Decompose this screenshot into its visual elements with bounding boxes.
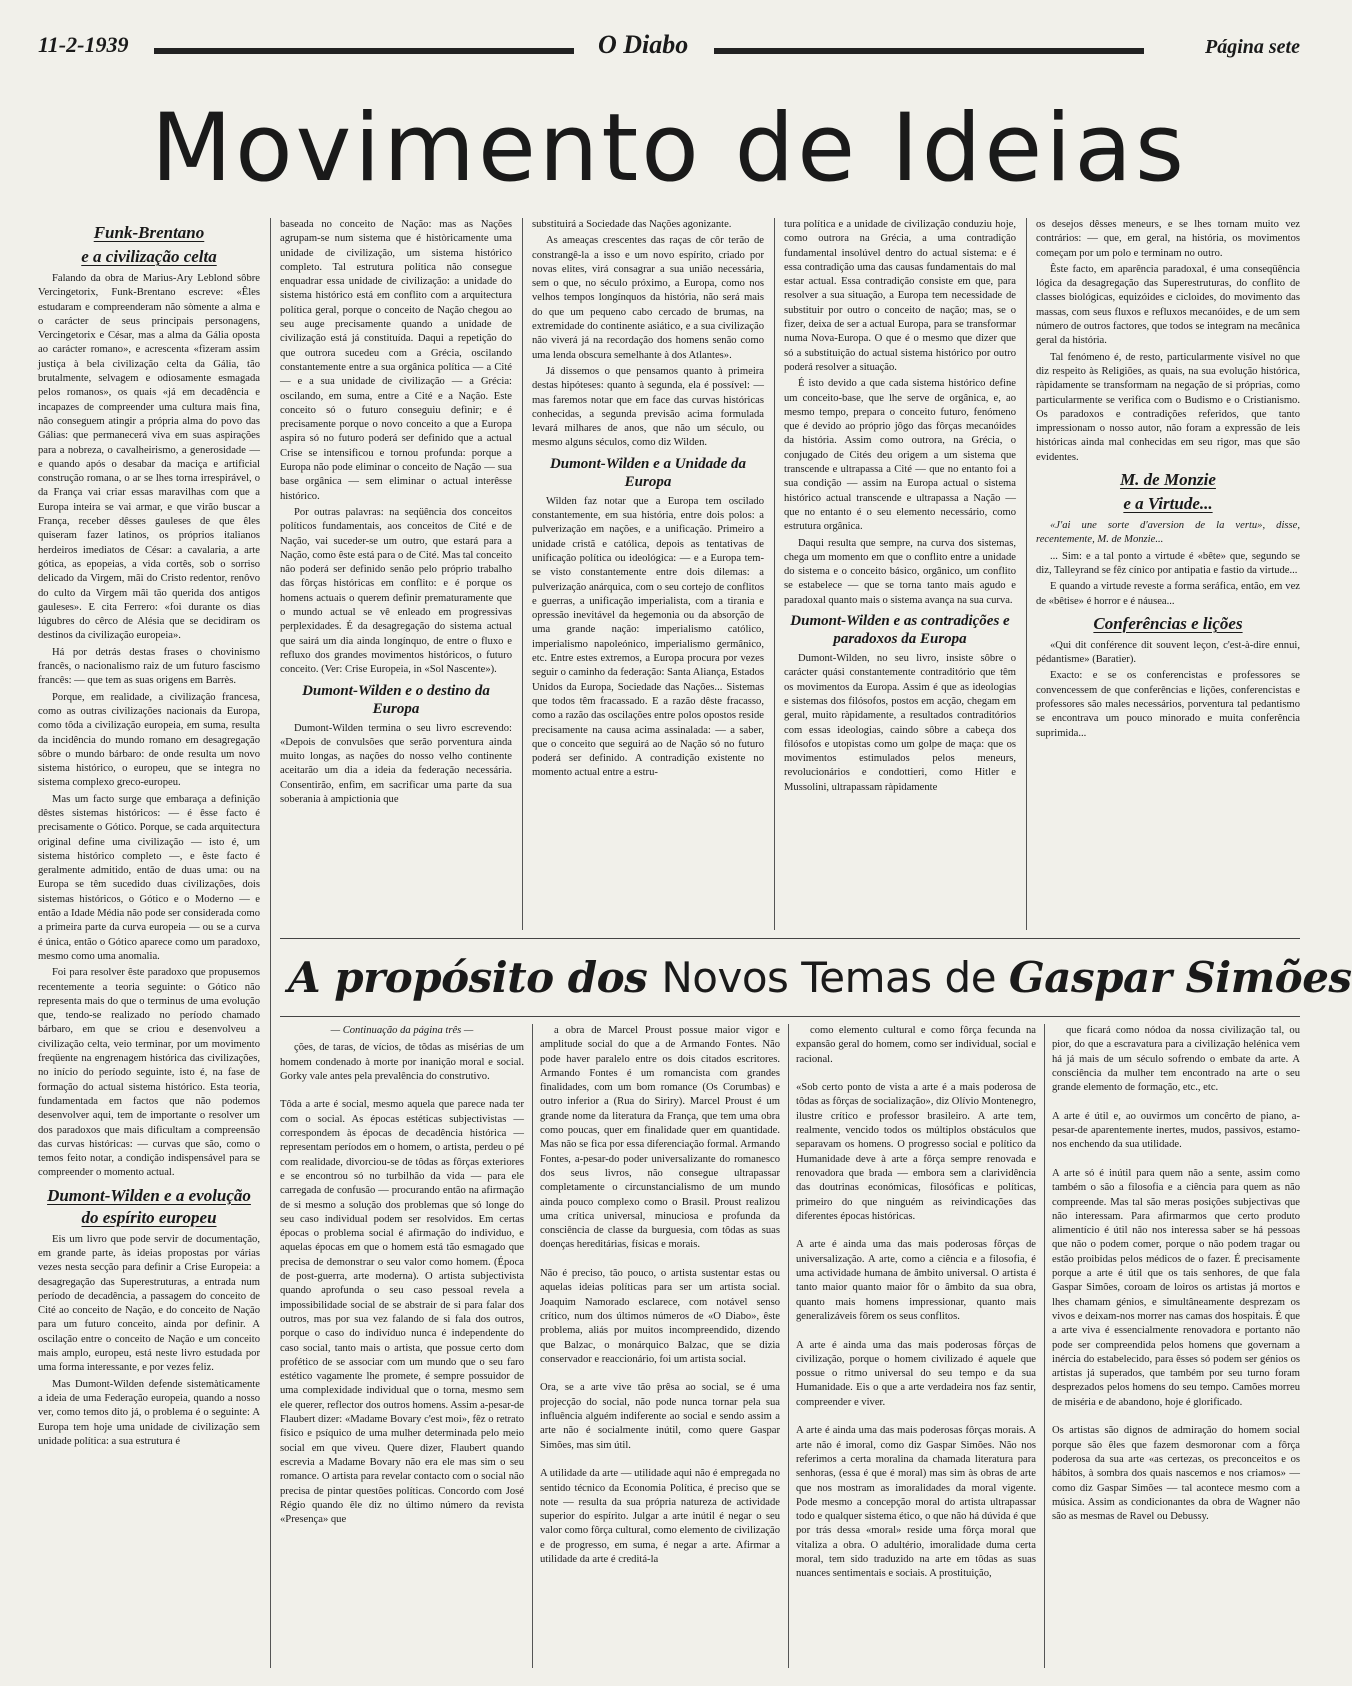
title-part: A propósito dos bbox=[288, 953, 662, 1002]
article-heading: Conferências e lições bbox=[1093, 613, 1243, 633]
section-rule bbox=[280, 938, 1300, 939]
paragraph: como elemento cultural e como fôrça fecunda na expansão geral do homem, como ser individual, social e racional. «Sob certo ponto de vista a arte é a mais poderosa de tôdas as fôrças de socialização», diz Olívio Montenegro, ilustre crítico e professor brasileiro. A arte tem, realmente, vencido todos os múltiplos obstáculos que separavam os homens. O progresso social e político da Humanidade deve à arte a fôrça sempre renovada e renovadora que brada — embora sem a clarividência das doutrinas económicas, filosóficas e políticas, primeiro do que ninguém as reivindicações das diferentes épocas históricas. A arte é ainda uma das mais poderosas fôrças de universalização. A arte, como a ciência e a filosofia, é uma actividade humana de âmbito universal. O artista é tanto maior quanto maior fôr o âmbito da sua obra, quanto mais homens impressionar, quanto mais generalizáveis fôrem os seus conflitos. A arte é ainda uma das mais poderosas fôrças de civilização, porque o homem civilizado é aquele que possue o ritmo universal do seu tempo e da sua Humanidade. Eis o que a arte verdadeira nos faz sentir, compreender e viver. A arte é ainda uma das mais poderosas fôrças morais. A arte não é imoral, como diz Gaspar Simões. Não nos referimos a certa moralina da chamada literatura para senhoras, (essa é que é moral) mas sim às obras de arte que nos mostram as imoralidades da moral vigente. Pode mesmo a concepção moral do artista ultrapassar todo e qualquer sistema ético, o que não há dúvida é que por trás dessa «moral» reside uma fôrça moral que vitaliza a obra. O adultério, imoralidade duma certa moral, tem sido traduzido na arte em tôdas as suas nuances sentimentais e sociais. A prostituição, bbox=[796, 1025, 1036, 1580]
column-2 bbox=[280, 218, 512, 930]
paragraph: Há por detrás destas frases o chovinismo francês, o nacionalismo raiz de um futuro fascismo francês: — que tem as suas origens em Barrès. bbox=[38, 646, 260, 687]
column-rule bbox=[1044, 1024, 1045, 1668]
newspaper-name: O Diabo bbox=[598, 30, 689, 59]
paragraph: As ameaças crescentes das raças de côr terão de constrangê-la a isso e um novo espírito, criado por novas elites, virá consagrar a sua união necessária, sem o que, no século próximo, a Europa, como nos velhos tempos longínquos da história, não será mais do que um pequeno cabo cercado de brumas, na extremidade do continente asiático, e a sua civilização não viverá já na recordação dos homens senão como uma lenda obscura semelhante à dos Atlantes». bbox=[532, 235, 764, 361]
column-3 bbox=[532, 218, 764, 930]
column-rule bbox=[1026, 218, 1027, 930]
column-rule bbox=[532, 1024, 533, 1668]
article-column-2 bbox=[540, 1024, 780, 1668]
running-head bbox=[38, 28, 1300, 68]
issue-date: 11-2-1939 bbox=[38, 32, 129, 57]
paragraph: Wilden faz notar que a Europa tem oscilado constantemente, em sua história, entre dois polos: a pulverização em nações, e a unificação. Primeiro a unidade cristã e católica, depois as tentativas de unificação política ou ideológica: — e a Europa tem-se visto constantemente entre dois dilemas: a pulverização anárquica, com o seu cortejo de conflitos e guerras, a unificação imperialista, com a tirania e opressão inevitável da hegemonia ou da absorção de uma grande nação: imperialismo católico, imperialismo napoleónico, imperialismo germânico, etc. Entre estes extremos, a Europa procura por vezes seguir o caminho da federação: Santa Aliança, Estados Unidos da Europa, Sociedade das Nações... Sistemas que todos têm fracassado. E a razão dêste fracasso, como a razão das oscilações entre polos opostos reside precisamente na causa acima assinalada: — a saber, que o conceito que seguirá ao de Nação só no futuro poderá ser definido. A contradição existente no momento actual entre a estru- bbox=[532, 495, 764, 779]
column-rule bbox=[788, 1024, 789, 1668]
continuation-note: — Continuação da página três — bbox=[330, 1025, 474, 1036]
paragraph: Dumont-Wilden termina o seu livro escrevendo: «Depois de convulsões que serão porventura ainda muito longas, as nações do nosso velho continente aceitarão um dia a ideia da federação necessária. Consentirão, enfim, em sacrificar uma parte da sua soberania à ampictionia que bbox=[280, 722, 512, 805]
paragraph: «Qui dit conférence dit souvent leçon, c'est-à-dire ennui, pédantisme» (Baratier). bbox=[1036, 639, 1300, 666]
article-column-4 bbox=[1052, 1024, 1300, 1668]
section-rule bbox=[280, 1016, 1300, 1017]
article-column-3 bbox=[796, 1024, 1036, 1668]
title-part: Gaspar Simões bbox=[1008, 953, 1352, 1002]
column-5 bbox=[1036, 218, 1300, 930]
paragraph: Eis um livro que pode servir de documentação, em grande parte, às ideias propostas por várias vezes nesta secção para definir a Crise Europeia: a desagregação das Superestruturas, a entrada num período de decadência, a passagem do conceito de Cité ao conceito de Nação, e do conceito de Nação para um futuro conceito, ainda por definir. A oscilação entre o conceito de Nação e um conceito mais amplo, europeu, está neste livro estudada por uma forma interessante, e por vezes feliz. bbox=[38, 1233, 260, 1374]
section-masthead: Movimento de Ideias bbox=[151, 94, 1187, 203]
paragraph: E quando a virtude reveste a forma seráfica, então, em vez de «bêtise» é horror e é náusea... bbox=[1036, 581, 1300, 607]
paragraph: Mas um facto surge que embaraça a definição dêstes sistemas históricos: — é êsse facto é precisamente o Gótico. Porque, se cada arquitectura original define uma civilização — isto é, um sistema histórico completo —, e êste facto é geralmente admitido, então de duas uma: ou na Europa se têm sucedido duas civilizações, dois sistemas históricos, o Gótico e o Moderno — e então a Idade Média não pode ser considerada como a primeira parte da curva europeia — ou se a curva é única, então o Gótico aparece como um paradoxo, mesmo como uma anomalia. bbox=[38, 793, 260, 962]
paragraph: Mas Dumont-Wilden defende sistemàticamente a ideia de uma Federação europeia, quando a nosso ver, como temos dito já, o problema é o seguinte: A Europa tem hoje uma unidade de civilização sem unidade política: a sua estrutura é bbox=[38, 1378, 260, 1447]
head-rule-left bbox=[154, 48, 574, 54]
article-heading: Dumont-Wilden e a evolução do espírito europeu bbox=[47, 1185, 251, 1227]
paragraph: substituirá a Sociedade das Nações agonizante. bbox=[532, 219, 732, 230]
column-4 bbox=[784, 218, 1016, 930]
page-number: Página sete bbox=[1205, 36, 1300, 58]
article-heading: Dumont-Wilden e as contradições e paradoxos da Europa bbox=[790, 613, 1010, 648]
newspaper-page bbox=[38, 28, 1352, 1668]
paragraph: Falando da obra de Marius-Ary Leblond sôbre Vercingetorix, Funk-Brentano escreve: «Êles estudaram e compreenderam não sòmente a alma e o carácter de seus principais personagens, Vercingetorix e César, mas a alma da Gália oposta ao carácter romano», e acrescenta «fizeram assim justiça à bela civilização celta da Gália, tão brutalmente, selvagem e odiosamente esmagada pelos romanos», os quais «já em decadência e incapazes de compreender uma cultura mais fina, não conseguem atingir a própria alma do povo das Gálias: que permanecerá viva em suas aspirações para a nobreza, o cavalheirismo, a generosidade — e quando após o desabar da maciça e artificial construção romana, o ar se lhes torna irrespirável, o da França vai criar essas maravilhas com que a Europa inteira se vai armar, e que virão buscar a França, receber dêsses gauleses de que êles quiseram fazer latinos, os próprios italianos herdeiros imediatos de César: a cavalaria, a arte gótica, as epopeias, a vida cortês, sob o sorriso delicado da Virgem, mãi do Cristo redentor, renôvo do culto da Virgem mãi tão querida dos antigos gauleses». E cita Ferrero: «foi durante os dias lúgubres do cêrco de Alésia que se decidiram os destinos da civilização europeia». bbox=[38, 273, 260, 642]
title-part: Novos Temas de bbox=[661, 953, 1009, 1002]
paragraph: ções, de taras, de vícios, de tôdas as misérias de um homem condenado à morte por inanição moral e social. Gorky vale antes pela prevalência do construtivo. Tôda a arte é social, mesmo aquela que parece nada ter com o social. As épocas estéticas subjectivistas — correspondem às épocas de decadência histórica — representam períodos em o homem, o artista, perdeu o pé com realidade, divorciou-se de tôdas as fôrças exteriores e se encontrou só no turbilhão da vida — para ele carregada de confusão — procurando então na afirmação de si mesmo a solução dos problemas que só longe do seu caso individual podem ser resolvidos. Em certas épocas o problema social é afirmação do individuo, e aquelas épocas em que o homem está tão esmagado que precisa de demonstrar o seu valor como homem. (Época de post-guerra, arte moderna). O artista subjectivista quando aprofunda o seu caso pessoal revela a impossibilidade social de se abstrair de si para falar dos outros, mas por sua vez falando de si fala dos outros, porque o caso do indivíduo nunca é independente do caso social, tanto mais o artista, que possue certo dom profético de se associar com um mundo que o seu faro estético vagamente lhe promete, é sempre possuidor de uma complexidade individual que o torna, mesmo sem ele querer, reflector dos outros homens. Assim a-pesar-de Flaubert dizer: «Madame Bovary c'est moi», fêz o retrato físico e psíquico de uma mulher determinada pelo meio social em que viveu. Quere dizer, Flaubert quando escrevia a Madame Bovary não era ele mas sim o seu romance. O artista para revelar contacto com o social não precisa de pintar questões políticas. Concordo com José Régio quando êle diz no último número da revista «Presença» que bbox=[280, 1042, 524, 1526]
paragraph: Porque, em realidade, a civilização francesa, como as outras civilizações nacionais da Europa, como tôda a civilização europeia, em suma, resulta da incidência do mundo romano em desagregação sôbre o mundo bárbaro: de onde resulta um novo sistema histórico, o europeu, que se integra no sistema complexo greco-europeu. bbox=[38, 691, 260, 789]
paragraph: Exacto: e se os conferencistas e professores se convencessem de que conferências e lições, conferencistas e professores são males necessários, porventura tal pedantismo se encontrava um pouco minorado e muita conferência suprimida... bbox=[1036, 670, 1300, 739]
paragraph: Foi para resolver êste paradoxo que propusemos recentemente a teoria seguinte: o Gótico não representa mais do que o terminus de uma evolução que, tendo-se realizado no período chamado bárbaro, em que se criou e desenvolveu a civilização celta, veio terminar, por um movimento freqüente na engrenagem histórica das civilizações, no início do período seguinte, isto é, na fase de formação do actual sistema histórico. Esta teoria, fundamentada em factos que não podemos desenvolver aqui, tem de importante o resolver um dos paradoxos que mais dificultam a compreensão das curvas históricas: — curvas que são, como o temos feito notar, a condição indispensável para se compreender o momento actual. bbox=[38, 967, 260, 1179]
paragraph: ... Sim: e a tal ponto a virtude é «bête» que, segundo se diz, Talleyrand se fêz cínico por antipatia e fastio da virtude... bbox=[1036, 550, 1300, 576]
column-1 bbox=[38, 218, 260, 1668]
article-heading: Dumont-Wilden e o destino da Europa bbox=[302, 682, 490, 717]
paragraph: É isto devido a que cada sistema histórico define um conceito-base, que lhe serve de orgânica, e, ao mesmo tempo, prepara o conceito futuro, fenómeno que é devido ao próprio jôgo das fôrças mecanóides da história. Assim como outrora, na Grécia, o conjugado de Cités deu origem a um sistema que transcende e ultrapassa a Cité — que no entanto foi a sua condição — assim na Europa actual o sistema histórico actual transcende e ultrapassa a Nação — que no entanto é o seu elemento necessário, como estrutura orgânica. bbox=[784, 378, 1016, 533]
paragraph: tura política e a unidade de civilização conduziu hoje, como outrora na Grécia, a uma contradição fundamental insolúvel dentro do actual sistema: e é essa contradição uma das causas fundamentais do mal estar actual. Essa contradição consiste em que, para resolver a sua situação, a Europa tem necessidade de substituir por outro o conceito de nação; mas, se o fizer, deixa de ser a actual Europa, para se transformar numa Nova-Europa. O que é o mesmo que dizer que só a substituição do actual sistema histórico por outro poderá resolver a situação. bbox=[784, 219, 1016, 373]
article-heading: M. de Monzie bbox=[1120, 470, 1216, 490]
column-rule bbox=[774, 218, 775, 930]
quote: «J'ai une sorte d'aversion de la vertu», disse, recentemente, M. de Monzie... bbox=[1036, 520, 1300, 546]
paragraph: Êste facto, em aparência paradoxal, é uma conseqüência lógica da desagregação das Superestruturas, do conflito de classes biológicas, equizóides e cicloides, do movimento das massas, com seus fluxos e refluxos mecanóides, e de um sem número de outros factores, que todos se integram na mecânica geral da história. bbox=[1036, 263, 1300, 347]
article-subheading: e a civilização celta bbox=[81, 247, 217, 266]
column-rule bbox=[270, 218, 271, 1668]
paragraph: Já dissemos o que pensamos quanto à primeira destas hipóteses: quanto à segunda, ela é possível: — mas faremos notar que em face das curvas históricas conhecidas, a segunda previsão acima formulada levará milhares de anos, que não um século, ou mesmo alguns séculos, como diz Wilden. bbox=[532, 365, 764, 449]
paragraph: Por outras palavras: na seqüência dos conceitos políticos fundamentais, aos conceitos de Cité e de Nação, vai suceder-se um outro, que estará para a Nação, como êste está para o de Cité. Mas tal conceito não poderá ser definido senão pelo próprio trabalho das fôrças históricas em conflito: e é porque os homens actuais o querem definir prematuramente que o mundo actual se vê enleado em progressivas perplexidades. É da desagregação do sistema actual que sairá um dia ainda longínquo, de entre o fluxo e refluxo dos grandes movimentos históricos, o futuro conceito. (Ver: Crise Europeia, in «Sol Nascente»). bbox=[280, 506, 512, 676]
paragraph: Tal fenómeno é, de resto, particularmente visível no que diz respeito às Religiões, as quais, na sua evolução histórica, ràpidamente se transformam na negação de si próprias, como particularmente se verifica com o Budismo e o Cristianismo. Os paradoxos e contradições referidos, que tanto impressionam o nosso autor, não foram a expressão de leis históricas ainda mal conhecidas em seu rigor, mas que são evidentes. bbox=[1036, 351, 1300, 463]
head-rule-right bbox=[714, 48, 1144, 54]
article-title bbox=[288, 948, 1352, 1008]
article-heading: Dumont-Wilden e a Unidade da Europa bbox=[549, 455, 747, 490]
article-heading: Funk-Brentano bbox=[93, 223, 205, 242]
paragraph: Daqui resulta que sempre, na curva dos sistemas, chega um momento em que o conflito entre a unidade do sistema e o conceito básico, orgânico, um conflito se estabelece — que se torna tanto mais agudo e paradoxal quanto mais o sistema avança na sua curva. bbox=[784, 537, 1016, 606]
column-rule bbox=[522, 218, 523, 930]
paragraph: a obra de Marcel Proust possue maior vigor e amplitude social do que a de Armando Fontes. Não pode haver paralelo entre os dois citados escritores. Armando Fontes é um romancista com grandes finalidades, com um bom romance (Os Corumbas) e outro inferior a (Rua do Siriry). Marcel Proust é um grande nome da literatura da França, que tem uma obra como poucas, quer em finalidade quer em quantidade. Mas não se fica por essa diferenciação formal. Armando Fontes, a-pesar-do poder universalizante do romanesco dos seus livros, não consegue ultrapassar completamente o circunstancialismo de um mundo ainda pouco complexo como o Brasil. Proust realizou uma crítica universal, minuciosa e profunda da consciência de classe da burguesia, com tôdas as suas doenças hereditárias, físicas e morais. Não é preciso, tão pouco, o artista sustentar estas ou aquelas ideias políticas para ser um artista social. Joaquim Namorado esclarece, com notável senso crítico, num dos últimos números de «O Diabo», êste problema, aliás por muitos incompreendido, dizendo que Balzac, o monárquico Balzac, que se dizia conservador e reaccionário, foi um artista social. Ora, se a arte vive tão prêsa ao social, se é uma projecção do social, não pode nunca tornar pela sua influência alguém indiferente ao social e sendo assim a arte não é socialmente inútil, como quere Gaspar Simões, mas sim útil. A utilidade da arte — utilidade aqui não é empregada no sentido técnico da Economia Política, é preciso que se note — resulta da sua própria natureza de actividade superior do espírito. Julgar a arte inútil é negar o seu valor como fôrça cultural, como elemento de civilização e de progresso, em suma, é negar a arte. Afirmar a utilidade da arte é creditá-la bbox=[540, 1025, 780, 1565]
article-column-1 bbox=[280, 1024, 524, 1668]
article-subheading: e a Virtude... bbox=[1123, 494, 1213, 514]
paragraph: Dumont-Wilden, no seu livro, insiste sôbre o carácter quási constantemente contraditório que têm os movimentos da Europa. Assim é que as ideologias e sistemas dos filósofos, postos em acção, chegam em geral, muito ràpidamente, a resultados contraditórios com essas ideologias, caindo sôbre a cabeça dos filósofos e utopistas como um golpe de maça: que os movimentos estimulados pelos meneurs, revolucionários e condottieri, como Hitler e Mussolini, ultrapassam ràpidamente bbox=[784, 653, 1016, 793]
paragraph: baseada no conceito de Nação: mas as Nações agrupam-se num sistema que é històricamente uma unidade de civilização, um sistema histórico completo. Tal estrutura política não consegue enquadrar essa unidade de civilização: a unidade do sistema histórico está em conflito com a arquitectura política geral, porque o conceito de Nação chegou ao seu auge precisamente quando a unidade de civilização está já constituída. Daqui a repetição do que outrora sucedeu com a Grécia, oscilando constantemente entre a sua orgânica política — a Cité — e a sua unidade de civilização — a Grécia: oscilando, em suma, entre a Cité e a Nação. Este conceito só o futuro conseguiu definir; e é precisamente porque o novo conceito a que a Europa aspira só no futuro poderá ser definido que a actual Crise se intensificou e tornou profunda: porque a Europa não pode eliminar o conceito de Nação — sua base orgânica — sem eliminar o actual interêsse histórico. bbox=[280, 219, 512, 502]
paragraph: que ficará como nódoa da nossa civilização tal, ou pior, do que a escravatura para a civilização helénica vem há já mais de um século sofrendo o embate da arte. A consciência da mulher tem encontrado na arte o seu grande elemento de formação, etc., etc. A arte é útil e, ao ouvirmos um concêrto de piano, a-pesar-de aparentemente inertes, mudos, passivos, estamo-nos enchendo da sua utilidade. A arte só é inútil para quem não a sente, assim como também o são a filosofia e a ciência para quem as não compreende. Mas tal são meras posições subjectivas que não interessam. Para afirmarmos que certo produto alimentício é útil não nos interessa saber se há pessoas que não o podem comer, porque o não podem tragar ou estão proibidas pelos médicos de o fazer. É precisamente porque a arte é útil que os tais senhores, de que fala Gaspar Simões, coroam de loiros os artistas já mortos e lhes chamam génios, e simultâneamente desprezam os vivos e deixam-nos morrer nas camas dos hospitais. É que a arte viva é essencialmente renovadora e portanto não pode ser compreendida pelos homens que governam a inércia do estabelecido, para êsses só podem ser génios os artistas já superados, que também por seu turno foram desprezados pelos homens do seu tempo. Camões morreu de miséria e de abandono, hoje é glorificado. Os artistas são dignos de admiração do homem social porque são êles que fazem desmoronar com a fôrça poderosa da sua arte «as certezas, os preconceitos e os hábitos, à sombra dos quais nascemos e nos criamos» — como diz Gaspar Simões — tal acontece mesmo com a música. Assim as condicionantes da obra de Wagner não são as mesmas de Ravel ou Debussy. bbox=[1052, 1025, 1300, 1523]
paragraph: os desejos dêsses meneurs, e se lhes tornam muito vez contrários: — que, em geral, na história, os movimentos começam por um polo e terminam no outro. bbox=[1036, 219, 1300, 259]
